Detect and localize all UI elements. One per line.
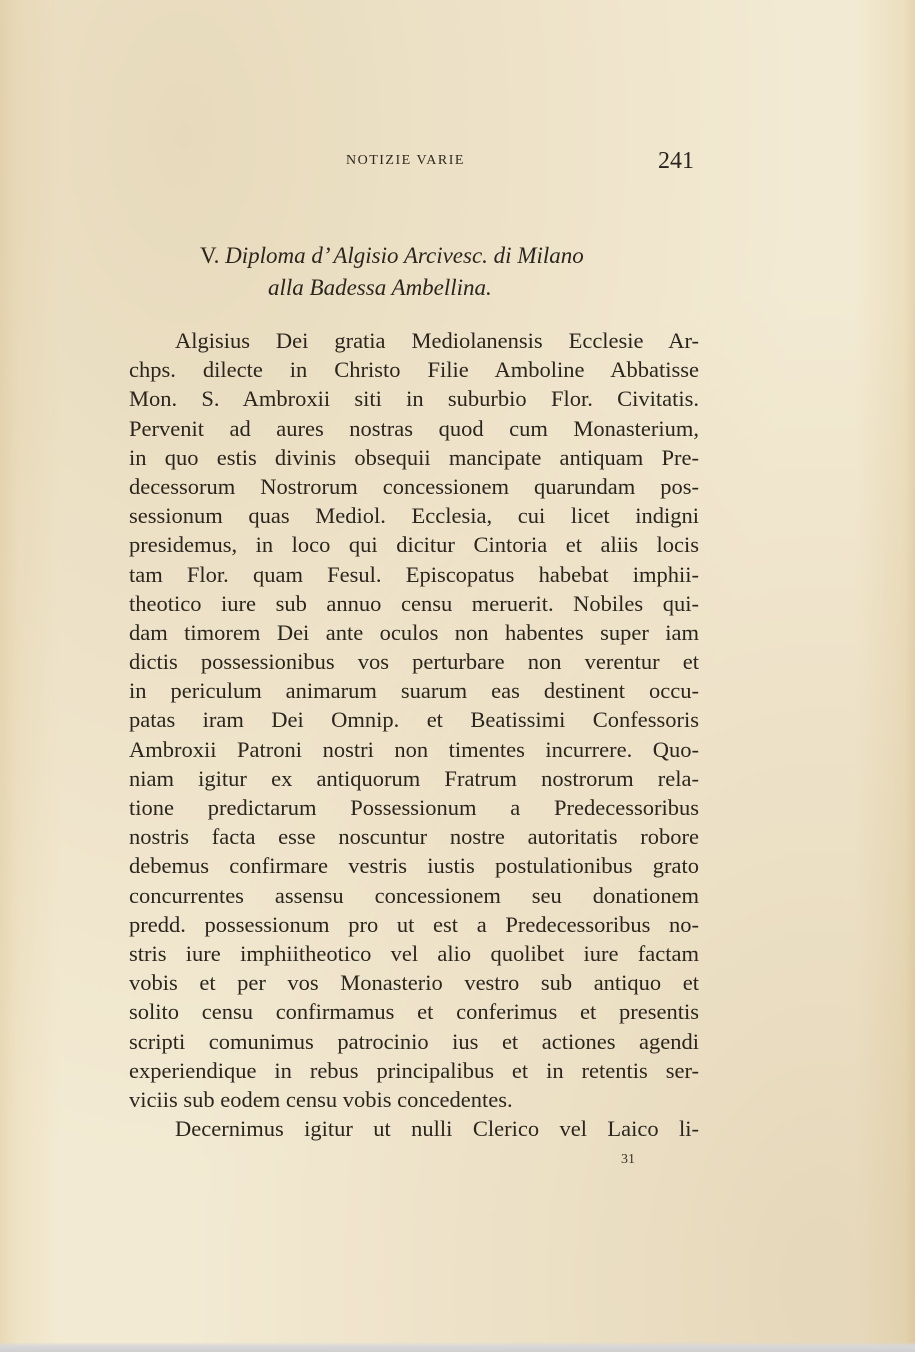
signature-mark: 31: [621, 1152, 635, 1167]
text-line: tione predictarum Possessionum a Predecessoribus: [129, 795, 699, 820]
text-line: niam igitur ex antiquorum Fratrum nostrorum rela-: [129, 765, 699, 791]
scan-bottom-edge: [0, 1342, 915, 1352]
page-number: 241: [658, 148, 694, 174]
text-line: debemus confirmare vestris iustis postulationibus grato: [129, 853, 699, 879]
text-line: dam timorem Dei ante oculos non habentes super iam: [129, 619, 699, 645]
text-line: in periculum animarum suarum eas destinent occu-: [129, 678, 699, 704]
text-line: Mon. S. Ambroxii siti in suburbio Flor. Civitatis.: [129, 386, 699, 412]
text-line: Ambroxii Patroni nostri non timentes incurrere. Quo-: [129, 736, 699, 762]
section-numeral: V.: [200, 243, 220, 268]
text-line: predd. possessionum pro ut est a Predecessoribus no-: [129, 911, 699, 937]
text-line: patas iram Dei Omnip. et Beatissimi Confessoris: [129, 707, 699, 733]
text-line: vobis et per vos Monasterio vestro sub antiquo et: [129, 970, 699, 996]
text-line: Pervenit ad aures nostras quod cum Monasterium,: [129, 415, 699, 441]
text-line: tam Flor. quam Fesul. Episcopatus habebat imphii-: [129, 561, 699, 587]
text-line: nostris facta esse noscuntur nostre autoritatis robore: [129, 824, 699, 850]
next-paragraph-line: Decernimus igitur ut nulli Clerico vel Laico li-: [175, 1116, 699, 1142]
text-line: presidemus, in loco qui dicitur Cintoria et aliis locis: [129, 532, 699, 558]
text-line: decessorum Nostrorum concessionem quarundam pos-: [129, 473, 699, 499]
text-line: theotico iure sub annuo censu meruerit. Nobiles qui-: [129, 590, 699, 616]
text-line: concurrentes assensu concessionem seu donationem: [129, 882, 699, 908]
running-title: NOTIZIE VARIE: [346, 153, 465, 168]
text-line: in quo estis divinis obsequii mancipate antiquam Pre-: [129, 444, 699, 470]
section-heading: [170, 240, 700, 304]
heading-line-1: [170, 240, 700, 272]
text-line: stris iure imphiitheotico vel alio quolibet iure factam: [129, 940, 699, 966]
text-line: sessionum quas Mediol. Ecclesia, cui licet indigni: [129, 503, 699, 529]
running-head: [0, 148, 915, 176]
text-line: scripti comunimus patrocinio ius et actiones agendi: [129, 1028, 699, 1054]
text-line: chps. dilecte in Christo Filie Amboline Abbatisse: [129, 357, 699, 383]
document-body: [129, 326, 699, 1143]
heading-title-line-1: Diploma d’ Algisio Arcivesc. di Milano: [225, 243, 584, 268]
text-line: Algisius Dei gratia Mediolanensis Ecclesie Ar-: [175, 328, 699, 353]
text-line: experiendique in rebus principalibus et in retentis ser-: [129, 1057, 699, 1083]
text-line: dictis possessionibus vos perturbare non verentur et: [129, 649, 699, 675]
text-line: solito censu confirmamus et conferimus et presentis: [129, 999, 699, 1025]
heading-title-line-2: alla Badessa Ambellina.: [268, 275, 492, 300]
text-line: viciis sub eodem censu vobis concedentes.: [129, 1086, 513, 1112]
